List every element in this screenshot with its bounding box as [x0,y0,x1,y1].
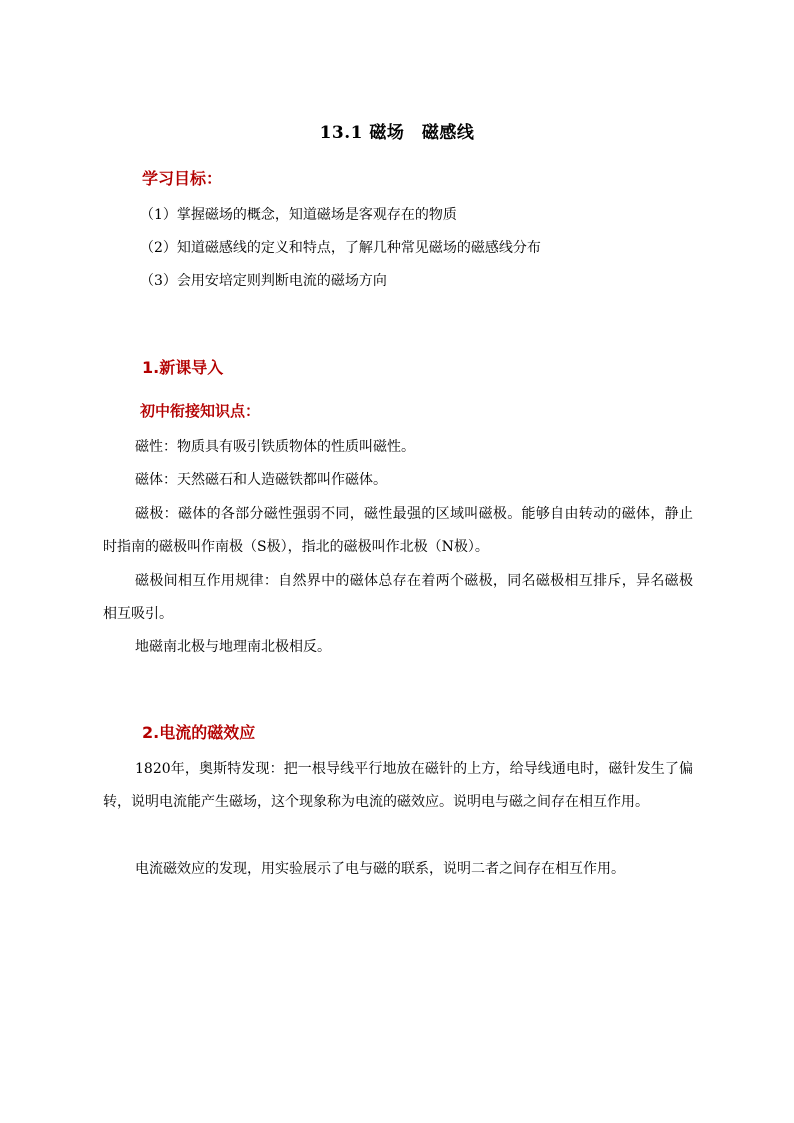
paragraph-magnet: 磁体：天然磁石和人造磁铁都叫作磁体。 [135,472,387,488]
paragraph-geomagnetic: 地磁南北极与地理南北极相反。 [135,639,331,655]
section2-heading: 2.电流的磁效应 [142,723,256,742]
paragraph-discovery: 电流磁效应的发现，用实验展示了电与磁的联系，说明二者之间存在相互作用。 [135,861,625,877]
goals-heading: 学习目标： [142,169,223,188]
paragraph-magnetism: 磁性：物质具有吸引铁质物体的性质叫磁性。 [135,439,415,455]
goal-item-3: （3）会用安培定则判断电流的磁场方向 [140,273,387,289]
goal-item-1: （1）掌握磁场的概念，知道磁场是客观存在的物质 [140,207,457,223]
section1-subheading: 初中衔接知识点： [140,402,261,420]
paragraph-oersted: 1820年，奥斯特发现：把一根导线平行地放在磁针的上方，给导线通电时，磁针发生了偏转，说明电流能产生磁场，这个现象称为电流的磁效应。说明电与磁之间存在相互作用。 [103,761,693,810]
goal-item-2: （2）知道磁感线的定义和特点，了解几种常见磁场的磁感线分布 [140,240,541,256]
section1-heading: 1.新课导入 [142,358,224,377]
paragraph-magnetic-pole: 磁极：磁体的各部分磁性强弱不同，磁性最强的区域叫磁极。能够自由转动的磁体，静止时指南的磁极叫作南极（S极），指北的磁极叫作北极（N极）。 [103,506,693,555]
paragraph-pole-interaction: 磁极间相互作用规律：自然界中的磁体总存在着两个磁极，同名磁极相互排斥，异名磁极相互吸引。 [103,573,693,622]
document-title: 13.1 磁场 磁感线 [319,123,475,143]
